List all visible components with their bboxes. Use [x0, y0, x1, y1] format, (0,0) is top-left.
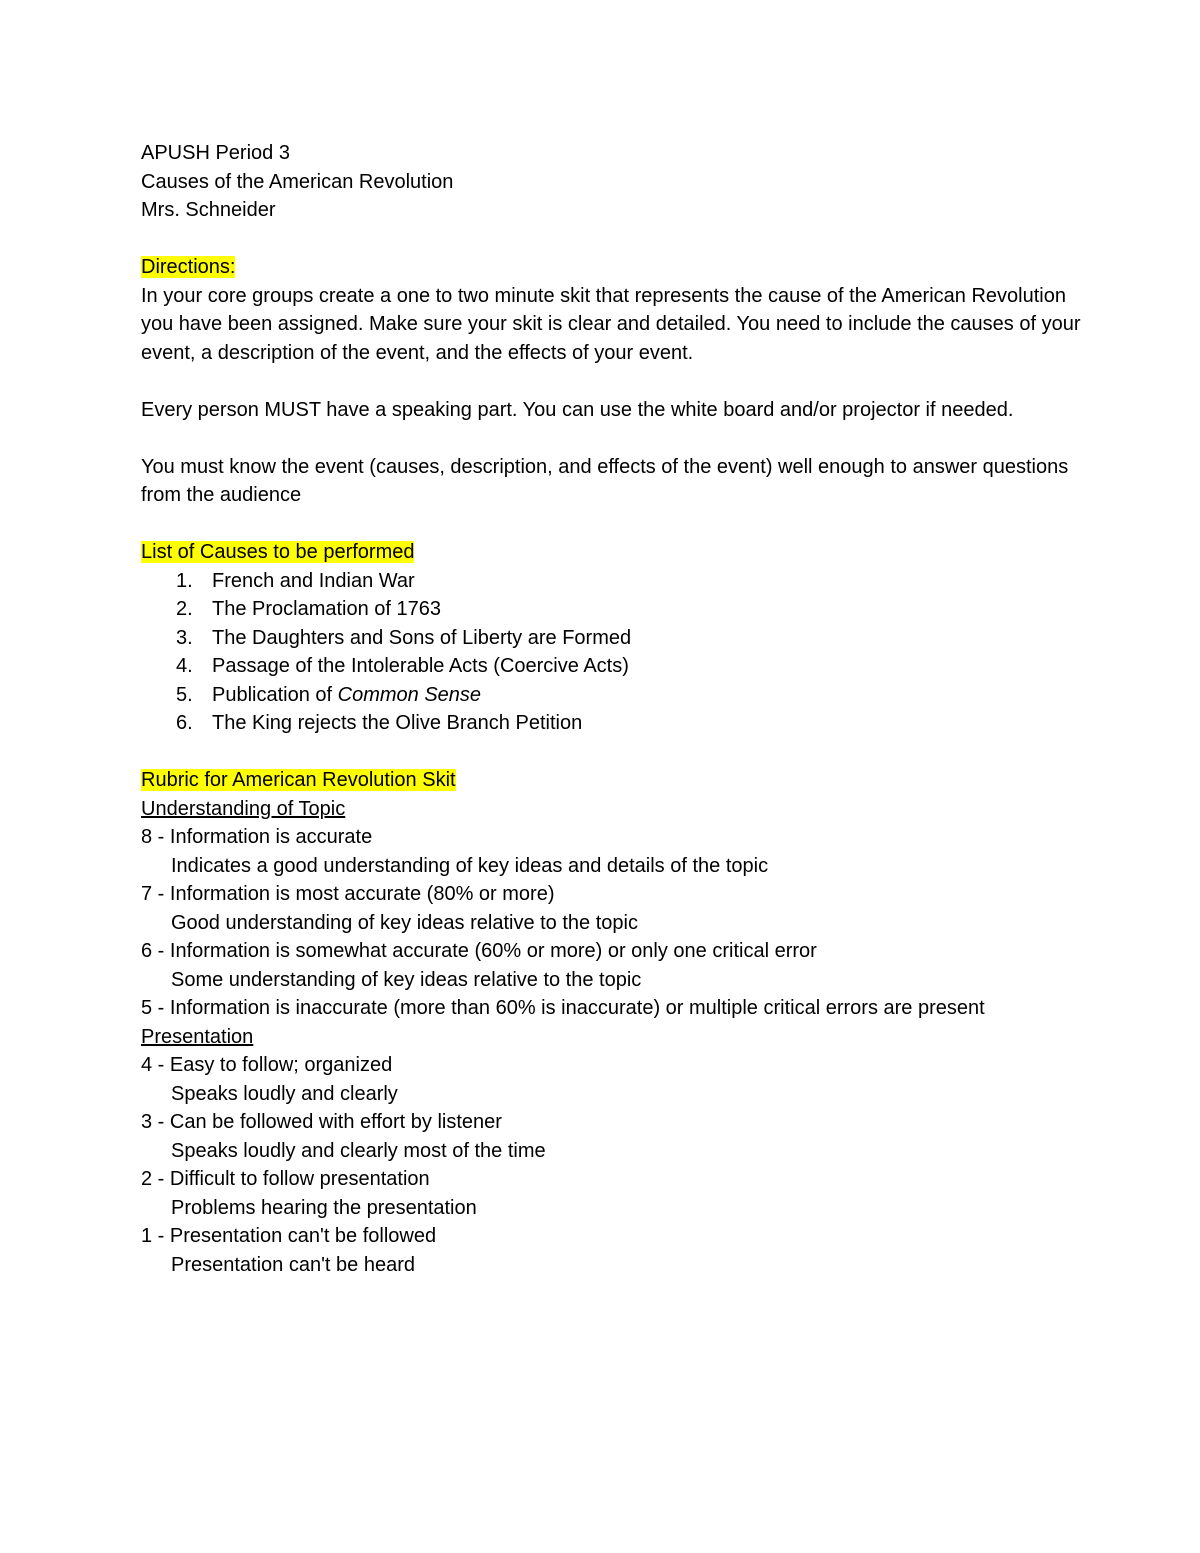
rubric-score: 4 - Easy to follow; organized: [141, 1054, 393, 1076]
rubric-score: 8 - Information is accurate: [141, 826, 373, 848]
list-item: 4. Passage of the Intolerable Acts (Coercive Acts): [176, 655, 629, 677]
list-item: 6. The King rejects the Olive Branch Petition: [176, 712, 583, 734]
rubric-detail: Presentation can't be heard: [171, 1253, 415, 1276]
list-item: 3. The Daughters and Sons of Liberty are Formed: [176, 626, 632, 649]
rubric-score: 3 - Can be followed with effort by listener: [141, 1111, 502, 1133]
rubric-detail: Indicates a good understanding of key ideas and details of the topic: [171, 854, 769, 877]
assignment-title: Causes of the American Revolution: [141, 170, 454, 193]
rubric-detail: Good understanding of key ideas relative to the topic: [171, 911, 638, 934]
rubric-score: 2 - Difficult to follow presentation: [141, 1168, 430, 1190]
book-title: Common Sense: [337, 683, 482, 706]
directions-paragraph-3: You must know the event (causes, description, and effects of the event) well enough to answer questions from the audience: [141, 455, 1069, 506]
spacer: [141, 424, 1081, 453]
rubric-detail: Speaks loudly and clearly: [171, 1082, 398, 1105]
directions-paragraph-2: Every person MUST have a speaking part. You can use the white board and/or projector if needed.: [141, 398, 1014, 421]
presentation-heading: Presentation: [141, 1025, 254, 1048]
rubric-heading: Rubric for American Revolution Skit: [141, 769, 456, 791]
rubric-score: 7 - Information is most accurate (80% or more): [141, 883, 555, 905]
list-item: 1. French and Indian War: [176, 569, 415, 592]
understanding-heading: Understanding of Topic: [141, 797, 346, 820]
rubric-detail: Speaks loudly and clearly most of the time: [171, 1139, 546, 1162]
list-item: 2. The Proclamation of 1763: [176, 598, 442, 620]
rubric-detail: Problems hearing the presentation: [171, 1196, 477, 1219]
spacer: [141, 510, 1081, 539]
teacher-name: Mrs. Schneider: [141, 199, 276, 221]
directions-paragraph-1: In your core groups create a one to two minute skit that represents the cause of the American Revolution you have been assigned. Make sure your skit is clear and detailed. You need to include the causes of your event, a description of the event, and the effects of your event.: [141, 284, 1081, 364]
rubric-detail: Some understanding of key ideas relative to the topic: [171, 968, 642, 991]
rubric-score: 1 - Presentation can't be followed: [141, 1225, 437, 1247]
spacer: [141, 738, 1081, 767]
rubric-score: 6 - Information is somewhat accurate (60% or more) or only one critical error: [141, 940, 817, 962]
causes-heading: List of Causes to be performed: [141, 541, 415, 563]
rubric-score: 5 - Information is inaccurate (more than 60% is inaccurate) or multiple critical errors are present: [141, 997, 985, 1019]
directions-heading: Directions:: [141, 256, 236, 278]
document-page: [141, 139, 1081, 1279]
list-item: 5. Publication of Common Sense: [176, 683, 482, 706]
causes-list: [141, 567, 1081, 738]
spacer: [141, 367, 1081, 396]
course-name: APUSH Period 3: [141, 142, 290, 164]
spacer: [141, 225, 1081, 254]
